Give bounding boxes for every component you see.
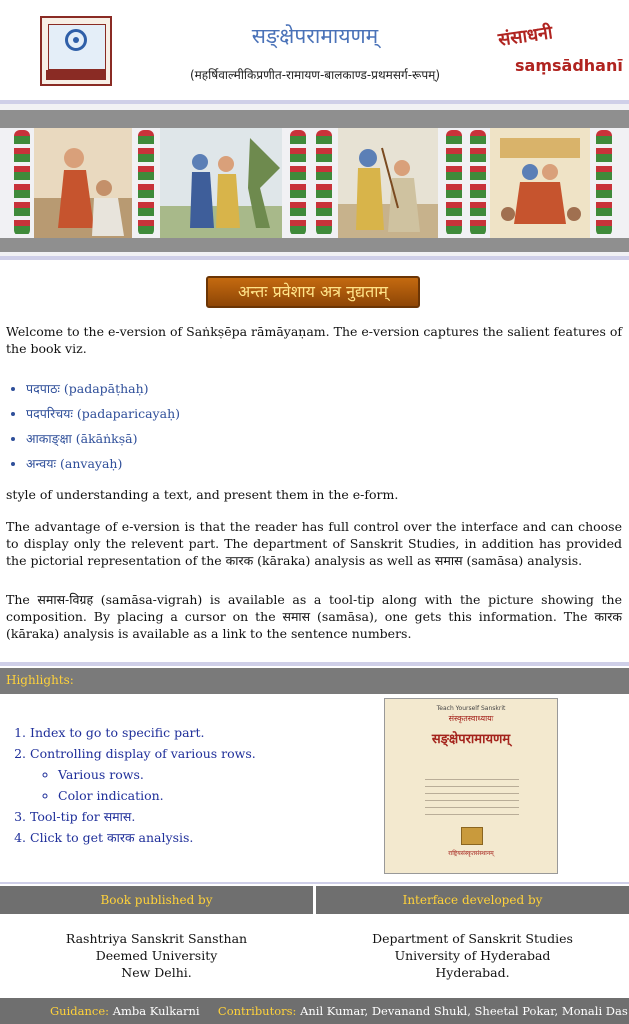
divider	[0, 662, 629, 666]
divider	[0, 882, 629, 884]
contributors-label: Contributors:	[217, 1004, 297, 1018]
picture-banner	[0, 104, 629, 256]
floral-vine-icon	[446, 130, 462, 236]
list-item: • पदपाठः (padapāṭhaḥ)	[26, 376, 180, 401]
published-by-header: Book published by	[0, 886, 313, 914]
guidance-label: Guidance:	[50, 1004, 110, 1018]
page-title: सङ्क्षेपरामायणम्	[251, 24, 379, 48]
samsadhani-logo[interactable]	[495, 22, 623, 84]
book-series-devanagari: संस्कृतस्वाध्यायः	[448, 714, 494, 723]
logo-emblem	[48, 24, 106, 70]
highlight-display-control[interactable]: 2. Controlling display of various rows. ◦ Various rows. ◦ Color indication.	[30, 743, 256, 806]
floral-vine-icon	[14, 130, 30, 236]
floral-vine-icon	[316, 130, 332, 236]
list-item: • आकाङ्क्षा (ākāṅkṣā)	[26, 426, 180, 451]
highlight-color-indication[interactable]: ◦ Color indication.	[58, 785, 256, 806]
narada-valmiki-picture	[34, 128, 132, 238]
credits-bar	[0, 998, 629, 1024]
highlights-title: Highlights:	[6, 673, 74, 687]
book-title: सङ्क्षेपरामायणम्	[431, 732, 511, 747]
publisher-emblem-icon	[461, 827, 483, 845]
highlight-index-link[interactable]: 1. Index to go to specific part.	[30, 722, 256, 743]
guidance-name: Amba Kulkarni	[112, 1004, 200, 1018]
highlight-tooltip[interactable]: 3. Tool-tip for समास.	[30, 806, 256, 827]
style-paragraph: style of understanding a text, and present them in the e-form.	[6, 487, 399, 502]
intro-paragraph: Welcome to the e-version of Saṅkṣēpa rāmāyaṇam. The e-version captures the salient features of the book viz.	[6, 324, 622, 356]
highlight-sublist	[30, 764, 256, 806]
book-author-lines	[425, 779, 519, 819]
book-series: Teach Yourself Sanskrit	[436, 705, 506, 712]
highlights-header	[0, 668, 629, 694]
floral-vine-icon	[596, 130, 612, 236]
rama-coronation-picture	[490, 128, 590, 238]
highlight-karaka-link[interactable]: 4. Click to get कारक analysis.	[30, 827, 256, 848]
feature-list	[10, 376, 180, 476]
enter-button[interactable]: अन्तः प्रवेशाय अत्र नुद्यताम्	[206, 276, 420, 308]
banner-bottom-bar	[0, 238, 629, 252]
rama-forest-picture	[160, 128, 282, 238]
page-header	[0, 0, 629, 100]
developed-by-header: Interface developed by	[316, 886, 629, 914]
list-item: • पदपरिचयः (padaparicayaḥ)	[26, 401, 180, 426]
advantage-paragraph: The advantage of e-version is that the reader has full control over the interface and can choose to display only the relevent part. The department of Sanskrit Studies, in addition has provided the pictorial representation of the कारक (kāraka) analysis as well as समास (samāsa) analysis.	[6, 519, 622, 568]
dharma-wheel-icon	[65, 29, 87, 51]
contributors-names: Anil Kumar, Devanand Shukl, Sheetal Pokar, Monali Das	[300, 1004, 628, 1018]
banner-top-bar	[0, 110, 629, 128]
samsadhani-logo-latin: saṃsādhanī	[515, 56, 623, 75]
floral-vine-icon	[470, 130, 486, 236]
samsadhani-logo-devanagari: संसाधनी	[496, 22, 554, 51]
publisher-address: Rashtriya Sanskrit Sansthan Deemed University New Delhi.	[65, 931, 248, 980]
samasa-paragraph: The समास-विग्रह (samāsa-vigrah) is available as a tool-tip along with the picture showing the composition. By placing a cursor on the समास (samāsa), one gets this information. The कारक (kāraka) analysis is available as a link to the sentence numbers.	[6, 592, 622, 641]
developer-address: Department of Sanskrit Studies University of Hyderabad Hyderabad.	[372, 931, 573, 980]
rama-hermitage-picture	[338, 128, 438, 238]
logo-banner	[46, 70, 106, 80]
floral-vine-icon	[138, 130, 154, 236]
page-subtitle: (महर्षिवाल्मीकिप्रणीत-रामायण-बालकाण्ड-प्रथमसर्ग-रूपम्)	[189, 68, 441, 82]
highlight-various-rows[interactable]: ◦ Various rows.	[58, 764, 256, 785]
book-publisher: राष्ट्रियसंस्कृतसंस्थानम्	[448, 850, 494, 857]
divider	[0, 256, 629, 260]
highlights-list	[12, 722, 256, 848]
book-cover-image	[384, 698, 558, 874]
list-item: • अन्वयः (anvayaḥ)	[26, 451, 180, 476]
floral-vine-icon	[290, 130, 306, 236]
university-logo	[40, 16, 112, 86]
